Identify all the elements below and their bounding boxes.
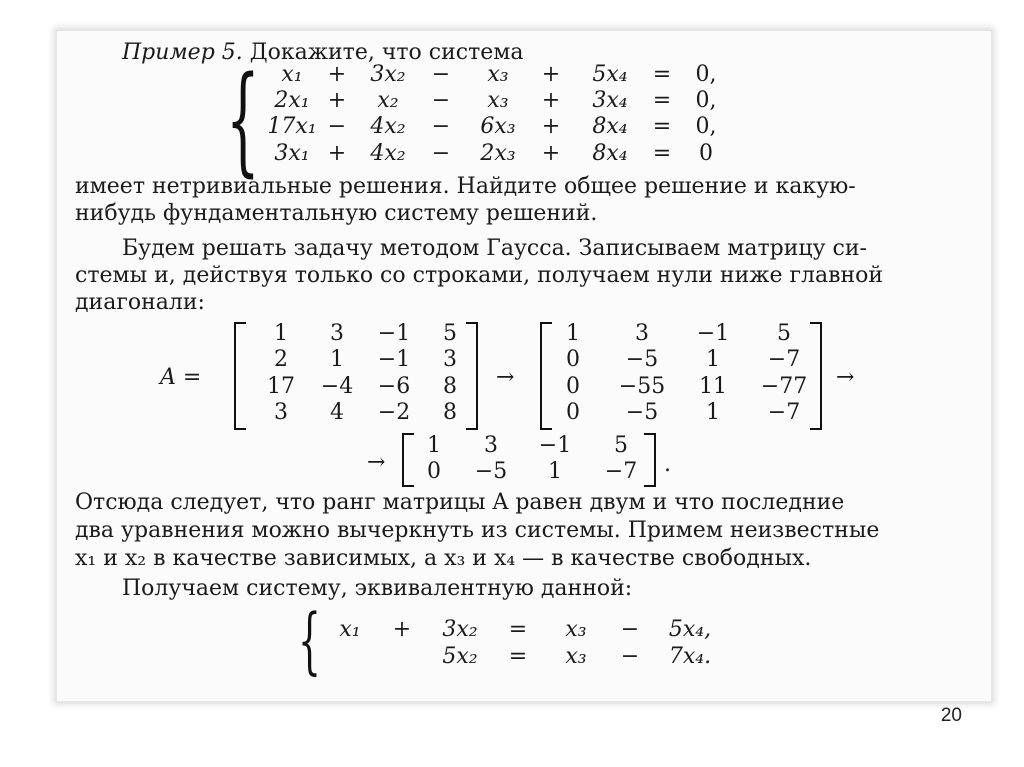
page-number: 20 <box>940 705 962 726</box>
system2-term-r2-c3: 5x₂ <box>442 644 478 669</box>
system1-brace: { <box>226 50 260 188</box>
system1-term-r3-c7: 8x₄ <box>592 114 628 139</box>
system1-term-r4-c8: = <box>652 141 672 166</box>
matrix-a-cell-r3-c4: 8 <box>443 374 457 399</box>
matrix-a-cell-r1-c4: 5 <box>443 321 457 346</box>
system1-term-r2-c1: 2x₁ <box>274 88 310 113</box>
system1-term-r3-c8: = <box>652 114 672 139</box>
system2-term-r2-c4: = <box>508 644 528 669</box>
system1-term-r1-c8: = <box>652 62 672 87</box>
arrow-3: → <box>367 450 386 475</box>
para3-line3: x₁ и x₂ в качестве зависимых, а x₃ и x₄ — в качестве свободных. <box>75 546 812 571</box>
matrix-a-cell-r4-c2: 4 <box>330 400 344 425</box>
para3-line2: два уравнения можно вычеркнуть из системы. Примем неизвестные <box>75 518 880 543</box>
matrix-a-cell-r4-c1: 3 <box>274 400 288 425</box>
system1-term-r4-c2: + <box>327 141 347 166</box>
para2-line1: Будем решать задачу методом Гаусса. Записываем матрицу си- <box>122 236 867 261</box>
system1-term-r4-c4: − <box>431 141 451 166</box>
para2-line2: стемы и, действуя только со строками, получаем нули ниже главной <box>75 263 884 288</box>
matrix-b-cell-r1-c2: 3 <box>635 321 649 346</box>
system1-term-r3-c5: 6x₃ <box>480 114 516 139</box>
matrix-a-cell-r3-c3: −6 <box>377 374 411 399</box>
system1-term-r4-c9: 0 <box>699 141 713 166</box>
matrix-b-cell-r4-c3: 1 <box>706 400 720 425</box>
matrix-c-cell-r1-c1: 1 <box>427 433 441 458</box>
system2-term-r2-c6: − <box>620 644 640 669</box>
system1-term-r2-c8: = <box>652 88 672 113</box>
system1-term-r2-c9: 0, <box>695 88 717 113</box>
para1-line2: нибудь фундаментальную систему решений. <box>75 201 598 226</box>
matrix-a-cell-r1-c3: −1 <box>377 321 411 346</box>
example-statement: Докажите, что система <box>249 40 524 65</box>
matrix-a-cell-r4-c3: −2 <box>377 400 411 425</box>
matrix-a-cell-r3-c2: −4 <box>320 374 354 399</box>
matrix-a-cell-r4-c4: 8 <box>443 400 457 425</box>
para4: Получаем систему, эквивалентную данной: <box>122 576 633 601</box>
arrow-2: → <box>836 365 855 390</box>
system2-term-r1-c7: 5x₄, <box>668 617 712 642</box>
matrix-c-cell-r2-c2: −5 <box>474 459 508 484</box>
system1-term-r3-c1: 17x₁ <box>267 114 317 139</box>
matrix-c-cell-r2-c1: 0 <box>427 459 441 484</box>
matrix-b-cell-r2-c2: −5 <box>625 347 659 372</box>
matrix-b-cell-r3-c4: −77 <box>760 374 808 399</box>
matrix-c-cell-r2-c4: −7 <box>604 459 638 484</box>
system2-term-r1-c3: 3x₂ <box>442 617 478 642</box>
system1-term-r4-c5: 2x₃ <box>480 141 516 166</box>
matrix-c-cell-r1-c4: 5 <box>614 433 628 458</box>
matrix-b-cell-r4-c4: −7 <box>767 400 801 425</box>
system1-term-r1-c1: x₁ <box>281 62 303 87</box>
system2-term-r1-c1: x₁ <box>339 617 361 642</box>
system1-term-r1-c5: x₃ <box>487 62 509 87</box>
matrix-b-cell-r3-c1: 0 <box>566 374 580 399</box>
matrix-c-period: . <box>664 452 671 477</box>
system1-term-r2-c2: + <box>327 88 347 113</box>
system1-term-r3-c3: 4x₂ <box>370 114 406 139</box>
system2-term-r2-c7: 7x₄. <box>668 644 712 669</box>
system1-term-r2-c7: 3x₄ <box>592 88 628 113</box>
system2-brace: { <box>298 598 321 682</box>
matrix-b-cell-r2-c1: 0 <box>566 347 580 372</box>
matrix-a-cell-r1-c1: 1 <box>274 321 288 346</box>
system1-term-r4-c6: + <box>541 141 561 166</box>
para1-line1: имеет нетривиальные решения. Найдите общее решение и какую- <box>75 174 856 199</box>
example-label: Пример 5. <box>122 40 243 65</box>
matrix-b-cell-r4-c1: 0 <box>566 400 580 425</box>
system2-term-r2-c5: x₃ <box>565 644 587 669</box>
matrix-b-cell-r4-c2: −5 <box>625 400 659 425</box>
system1-term-r4-c1: 3x₁ <box>274 141 310 166</box>
system1-term-r2-c5: x₃ <box>487 88 509 113</box>
system1-term-r1-c3: 3x₂ <box>370 62 406 87</box>
system1-term-r1-c9: 0, <box>695 62 717 87</box>
matrix-b-cell-r2-c4: −7 <box>767 347 801 372</box>
para3-line1: Отсюда следует, что ранг матрицы A равен двум и что последние <box>75 490 845 515</box>
system1-term-r2-c4: − <box>431 88 451 113</box>
matrix-a-cell-r1-c2: 3 <box>330 321 344 346</box>
system1-term-r1-c6: + <box>541 62 561 87</box>
matrix-b-cell-r3-c2: −55 <box>618 374 666 399</box>
system2-term-r1-c2: + <box>392 617 412 642</box>
matrix-a-cell-r3-c1: 17 <box>267 374 295 399</box>
system1-term-r4-c3: 4x₂ <box>370 141 406 166</box>
matrix-b-cell-r1-c4: 5 <box>777 321 791 346</box>
system1-term-r3-c2: − <box>327 114 347 139</box>
matrix-b-cell-r1-c1: 1 <box>566 321 580 346</box>
matrix-a-cell-r2-c1: 2 <box>274 347 288 372</box>
system2-term-r1-c6: − <box>620 617 640 642</box>
system2-term-r1-c4: = <box>508 617 528 642</box>
matrix-a-cell-r2-c3: −1 <box>377 347 411 372</box>
system1-term-r2-c6: + <box>541 88 561 113</box>
matrix-c-cell-r2-c3: 1 <box>548 459 562 484</box>
para2-line3: диагонали: <box>75 290 205 315</box>
system2-term-r1-c5: x₃ <box>565 617 587 642</box>
matrix-b-cell-r1-c3: −1 <box>696 321 730 346</box>
system1-term-r2-c3: x₂ <box>377 88 399 113</box>
system1-term-r4-c7: 8x₄ <box>592 141 628 166</box>
matrix-c-cell-r1-c3: −1 <box>538 433 572 458</box>
matrix-a-cell-r2-c4: 3 <box>443 347 457 372</box>
system1-term-r1-c7: 5x₄ <box>592 62 628 87</box>
arrow-1: → <box>496 365 515 390</box>
system1-term-r1-c2: + <box>327 62 347 87</box>
system1-term-r1-c4: − <box>431 62 451 87</box>
system1-term-r3-c4: − <box>431 114 451 139</box>
matrix-b-cell-r3-c3: 11 <box>699 374 727 399</box>
system1-term-r3-c6: + <box>541 114 561 139</box>
matrix-c-cell-r1-c2: 3 <box>484 433 498 458</box>
matrix-label: A = <box>160 365 202 390</box>
matrix-b-cell-r2-c3: 1 <box>706 347 720 372</box>
system1-term-r3-c9: 0, <box>695 114 717 139</box>
matrix-a-cell-r2-c2: 1 <box>330 347 344 372</box>
